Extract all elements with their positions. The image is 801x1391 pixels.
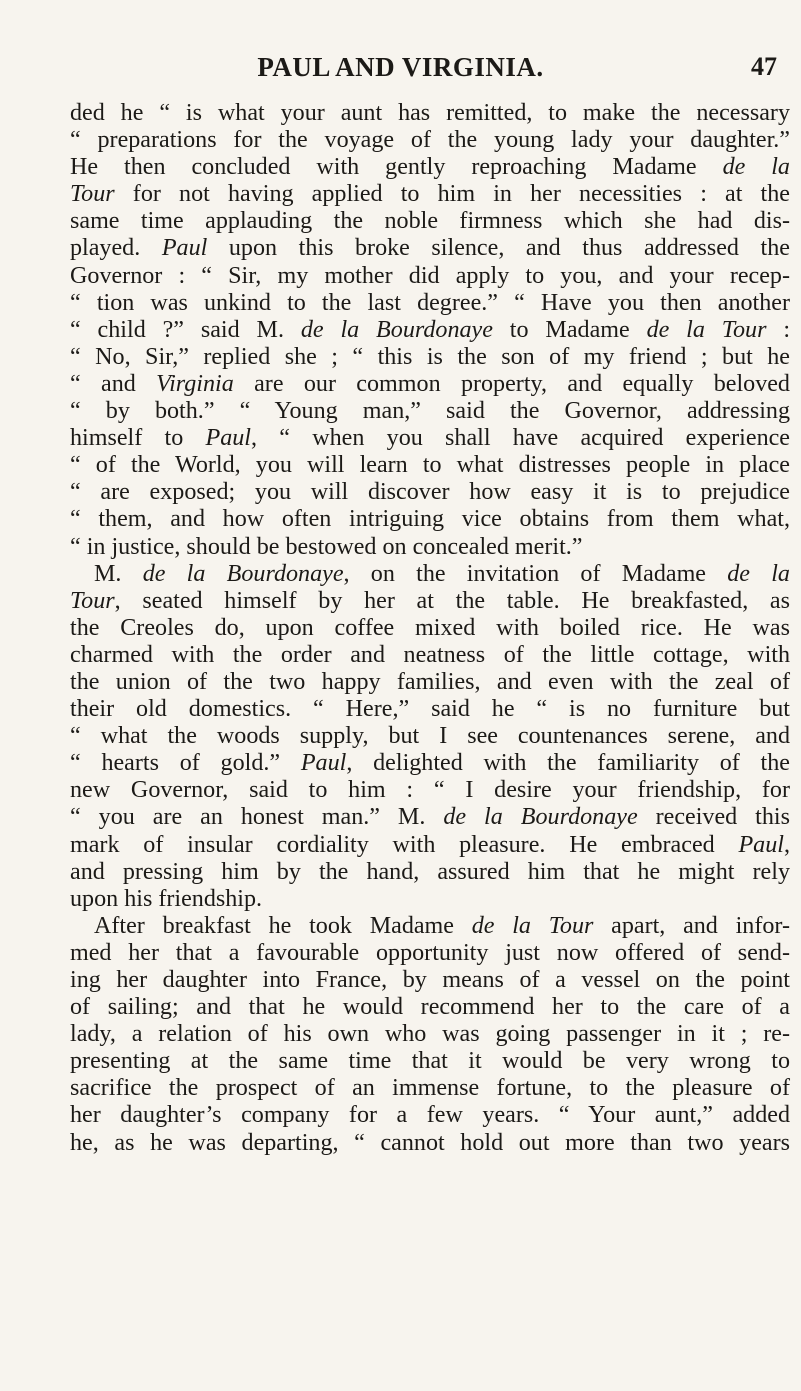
text-line: presenting at the same time that it would be very wrong to — [70, 1048, 790, 1075]
text-line: med her that a favourable opportunity just now offered of send- — [70, 939, 790, 966]
text-line: the Creoles do, upon coffee mixed with boiled rice. He was — [70, 614, 790, 641]
text-line: their old domestics. “ Here,” said he “ is no furniture but — [70, 696, 790, 723]
text-line: he, as he was departing, “ cannot hold out more than two years — [70, 1129, 790, 1156]
text-line: “ you are an honest man.” M. de la Bourdonaye received this — [70, 804, 790, 831]
text-line: “ No, Sir,” replied she ; “ this is the son of my friend ; but he — [70, 343, 790, 370]
text-line: Tour for not having applied to him in her necessities : at the — [70, 181, 790, 208]
running-head — [0, 52, 801, 92]
text-line: “ them, and how often intriguing vice obtains from them what, — [70, 506, 790, 533]
text-line: the union of the two happy families, and even with the zeal of — [70, 668, 790, 695]
text-line: Governor : “ Sir, my mother did apply to you, and your recep- — [70, 262, 790, 289]
text-line: new Governor, said to him : “ I desire your friendship, for — [70, 777, 790, 804]
text-line: Tour, seated himself by her at the table. He breakfasted, as — [70, 587, 790, 614]
text-line: mark of insular cordiality with pleasure. He embraced Paul, — [70, 831, 790, 858]
text-line: ded he “ is what your aunt has remitted, to make the necessary — [70, 100, 790, 126]
text-line: After breakfast he took Madame de la Tour apart, and infor- — [94, 912, 790, 939]
text-line: upon his friendship. — [70, 885, 263, 912]
running-title: PAUL AND VIRGINIA. — [257, 52, 544, 82]
text-line: same time applauding the noble firmness which she had dis- — [70, 208, 790, 235]
text-line: “ what the woods supply, but I see countenances serene, and — [70, 723, 790, 750]
text-line: “ child ?” said M. de la Bourdonaye to Madame de la Tour : — [70, 316, 791, 343]
text-line: lady, a relation of his own who was going passenger in it ; re- — [70, 1021, 790, 1048]
text-line: M. de la Bourdonaye, on the invitation of Madame de la — [94, 560, 790, 587]
text-line: ing her daughter into France, by means of a vessel on the point — [70, 967, 790, 993]
text-line: “ preparations for the voyage of the young lady your daughter.” — [70, 127, 790, 154]
text-line: “ of the World, you will learn to what distresses people in place — [70, 452, 790, 479]
text-line: “ hearts of gold.” Paul, delighted with the familiarity of the — [70, 750, 790, 777]
text-line: of sailing; and that he would recommend her to the care of a — [70, 994, 790, 1021]
text-line: “ tion was unkind to the last degree.” “ Have you then another — [70, 289, 790, 316]
body-text — [70, 100, 790, 1157]
text-line: sacrifice the prospect of an immense fortune, to the pleasure of — [70, 1075, 790, 1102]
text-line: played. Paul upon this broke silence, and thus addressed the — [70, 235, 790, 262]
text-line: “ and Virginia are our common property, and equally beloved — [70, 370, 790, 397]
text-line: “ by both.” “ Young man,” said the Governor, addressing — [70, 398, 790, 425]
text-line: and pressing him by the hand, assured him that he might rely — [70, 858, 790, 885]
page-number: 47 — [751, 52, 777, 81]
text-line: He then concluded with gently reproaching Madame de la — [70, 154, 790, 181]
text-line: charmed with the order and neatness of the little cottage, with — [70, 641, 790, 668]
text-line: “ in justice, should be bestowed on concealed merit.” — [70, 533, 583, 560]
text-line: himself to Paul, “ when you shall have acquired experience — [70, 425, 790, 452]
text-line: her daughter’s company for a few years. “ Your aunt,” added — [70, 1102, 790, 1129]
text-line: “ are exposed; you will discover how easy it is to prejudice — [70, 479, 790, 506]
